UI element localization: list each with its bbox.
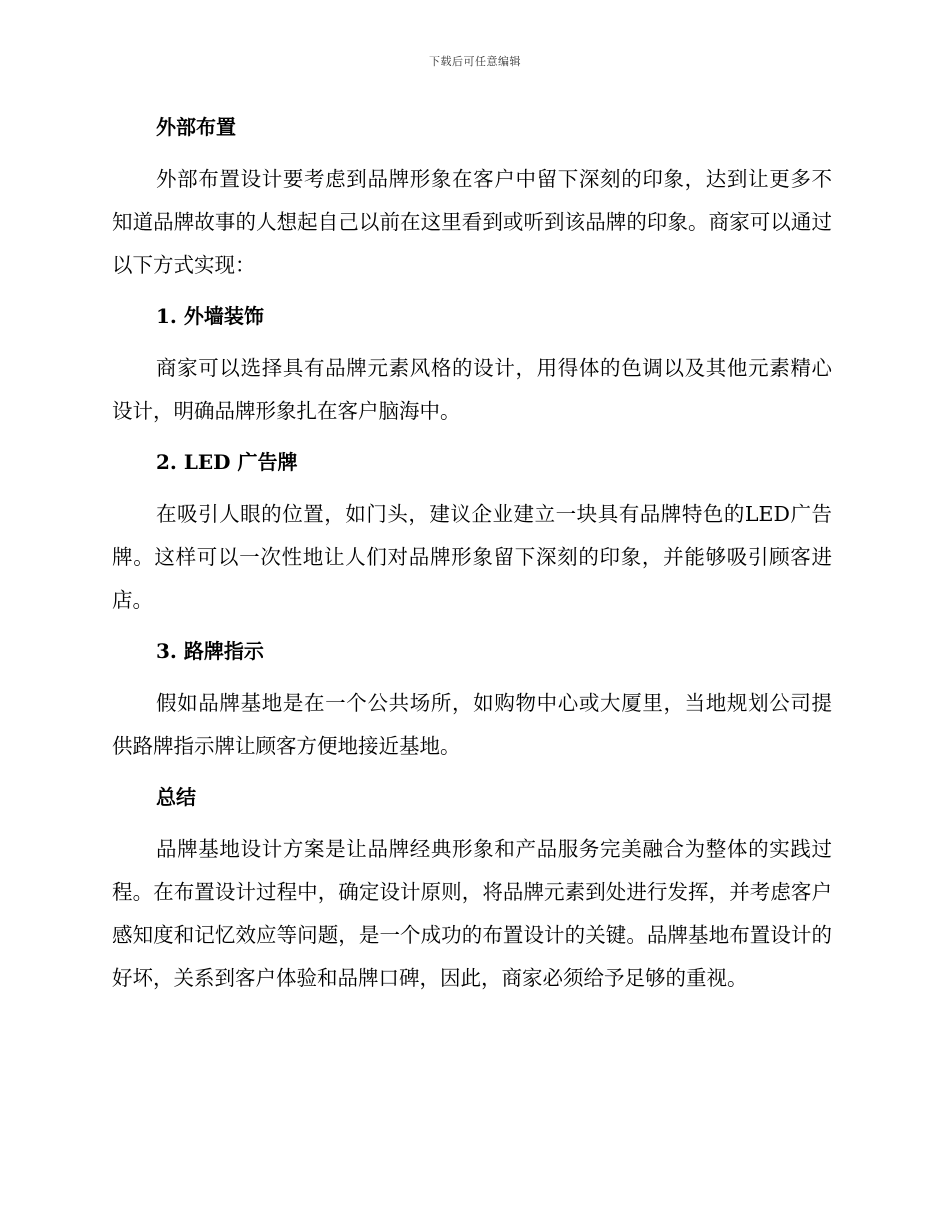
section-heading-road-signs: 3. 路牌指示	[156, 639, 264, 663]
page-header: 下载后可任意编辑	[429, 55, 521, 68]
section-paragraph-road-signs: 假如品牌基地是在一个公共场所，如购物中心或大厦里，当地规划公司提供路牌指示牌让顾客方便地接近基地。	[112, 691, 832, 758]
section-heading-led-billboard: 2. LED 广告牌	[156, 450, 298, 474]
document-body	[112, 108, 832, 1010]
section-paragraph-exterior-layout: 外部布置设计要考虑到品牌形象在客户中留下深刻的印象，达到让更多不知道品牌故事的人想起自己以前在这里看到或听到该品牌的印象。商家可以通过以下方式实现：	[112, 167, 832, 277]
section-paragraph-summary: 品牌基地设计方案是让品牌经典形象和产品服务完美融合为整体的实践过程。在布置设计过程中，确定设计原则，将品牌元素到处进行发挥，并考虑客户感知度和记忆效应等问题，是一个成功的布置设计的关键。品牌基地布置设计的好坏，关系到客户体验和品牌口碑，因此，商家必须给予足够的重视。	[112, 837, 832, 990]
section-heading-exterior-layout: 外部布置	[156, 115, 236, 139]
section-heading-wall-decoration: 1. 外墙装饰	[156, 304, 264, 328]
section-heading-summary: 总结	[156, 785, 196, 809]
section-paragraph-led-billboard: 在吸引人眼的位置，如门头，建议企业建立一块具有品牌特色的LED广告牌。这样可以一次性地让人们对品牌形象留下深刻的印象，并能够吸引顾客进店。	[112, 502, 832, 612]
section-paragraph-wall-decoration: 商家可以选择具有品牌元素风格的设计，用得体的色调以及其他元素精心设计，明确品牌形象扎在客户脑海中。	[112, 356, 832, 423]
